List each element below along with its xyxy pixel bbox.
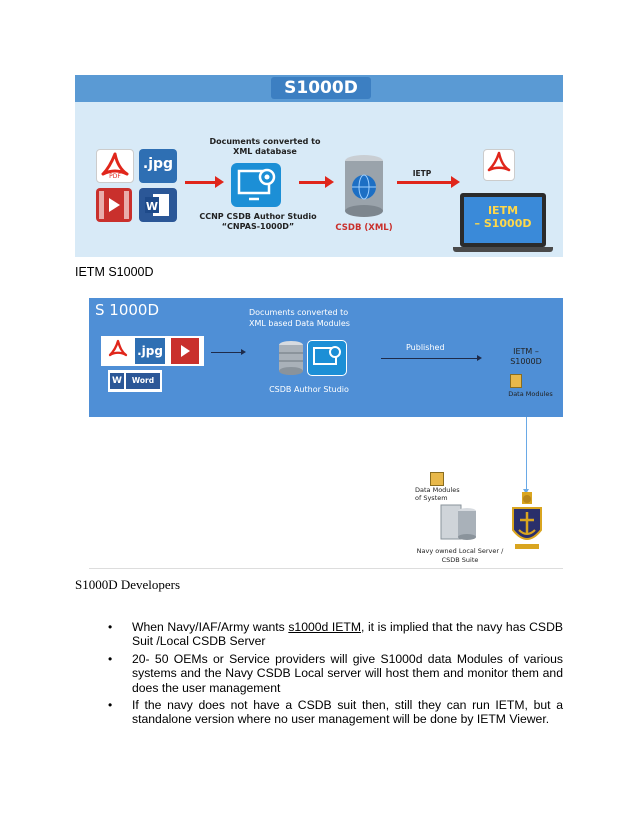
data-modules-label: Data Modules xyxy=(508,390,553,398)
docs-converted-label xyxy=(200,137,330,157)
bullet1-text-start: When Navy/IAF/Army wants xyxy=(132,620,289,634)
diagram-title: S 1000D xyxy=(95,301,160,319)
ietm-line1: IETM xyxy=(487,204,519,217)
ietp-label: IETP xyxy=(412,169,432,178)
bullet-item: • 20- 50 OEMs or Service providers will give S1000d data Modules of various systems and the Navy CSDB Local server will host them and monitor them and does the user management xyxy=(108,652,563,695)
pdf-glyph xyxy=(484,150,514,180)
folder-icon xyxy=(510,374,522,388)
ietm-line1: IETM – xyxy=(513,347,539,356)
word-icon xyxy=(108,370,162,392)
server-line1: Navy owned Local Server / xyxy=(416,547,504,555)
arrow-line xyxy=(299,181,327,184)
studio-line2: “CNPAS-1000D” xyxy=(221,222,295,231)
arrow-line xyxy=(185,181,217,184)
video-icon xyxy=(96,188,132,222)
docs-line1: Documents converted to xyxy=(249,308,349,317)
bullet-item xyxy=(108,620,563,649)
ietm-line2: S1000D xyxy=(510,357,542,366)
gear-icon xyxy=(308,341,346,375)
vertical-arrow-line xyxy=(526,417,527,491)
arrow-line xyxy=(381,358,479,359)
word-w-glyph: W xyxy=(110,373,124,389)
docs-converted-line1: Documents converted to xyxy=(209,137,321,146)
studio-line1: CCNP CSDB Author Studio xyxy=(199,212,317,221)
laptop-screen xyxy=(464,197,542,243)
docs-converted-line2: XML database xyxy=(233,147,297,156)
arrow-line xyxy=(211,352,243,353)
section-heading: S1000D Developers xyxy=(75,577,181,592)
ietm-label xyxy=(464,204,542,230)
s1000d-data-modules-diagram xyxy=(89,298,563,569)
server-icon xyxy=(439,503,477,543)
jpg-icon xyxy=(139,149,177,183)
pdf-icon xyxy=(96,149,134,183)
database-glyph xyxy=(278,340,304,376)
folder-icon xyxy=(430,472,444,486)
server-label xyxy=(405,547,515,564)
output-pdf-icon xyxy=(483,149,515,181)
bullet-item: • If the navy does not have a CSDB suit then, still they can run IETM, but a standalone version where no user management will be done by IETM Viewer. xyxy=(108,698,563,727)
word-label: Word xyxy=(126,373,160,389)
s1000d-process-diagram xyxy=(75,75,563,257)
jpg-icon: .jpg xyxy=(135,338,165,364)
studio-label xyxy=(193,212,323,232)
server-glyph xyxy=(439,503,477,543)
pdf-glyph xyxy=(106,338,130,364)
ietm-label xyxy=(501,347,551,367)
navy-crest-graphic xyxy=(507,490,547,554)
dm-system-label xyxy=(415,486,475,502)
ietm-link[interactable]: s1000d IETM xyxy=(288,620,361,634)
laptop-icon xyxy=(460,193,546,247)
gear-icon xyxy=(231,163,281,207)
bullet1-text-end: , it is implied that the navy has CSDB Suit /Local CSDB Server xyxy=(132,620,563,649)
video-icon xyxy=(171,338,199,364)
database-icon xyxy=(278,340,304,376)
studio-label: CSDB Author Studio xyxy=(269,385,349,394)
navy-emblem xyxy=(507,490,547,554)
database-icon xyxy=(343,153,385,221)
ietm-line2: – S1000D xyxy=(474,217,532,230)
server-line2: CSDB Suite xyxy=(441,555,479,564)
laptop-base xyxy=(453,247,553,252)
word-icon xyxy=(139,188,177,222)
word-glyph xyxy=(139,188,177,222)
diagram-banner xyxy=(75,75,563,102)
diagram-title: S1000D xyxy=(271,77,371,99)
author-studio-icon xyxy=(231,163,281,207)
figure-caption: IETM S1000D xyxy=(75,265,154,279)
published-label: Published xyxy=(406,343,445,352)
pdf-label: PDF xyxy=(109,173,121,180)
arrow-head xyxy=(241,349,246,355)
bullet-list xyxy=(108,620,563,730)
film-glyph xyxy=(171,338,199,364)
dm-system-line1: Data Modules xyxy=(415,486,460,494)
arrow-head xyxy=(325,176,334,188)
docs-line2: XML based Data Modules xyxy=(249,319,350,328)
gear-monitor-icon xyxy=(307,340,347,376)
svg-text:W: W xyxy=(145,200,159,213)
dm-system-line2: of System xyxy=(415,494,448,502)
jpg-label: .jpg xyxy=(142,156,174,172)
docs-converted-label xyxy=(249,307,379,329)
database-glyph xyxy=(343,153,385,221)
arrow-line xyxy=(397,181,453,184)
arrow-head xyxy=(477,355,482,361)
arrow-head xyxy=(215,176,224,188)
csdb-label: CSDB (XML) xyxy=(335,223,393,233)
pdf-icon xyxy=(106,338,130,364)
film-glyph xyxy=(96,188,132,222)
arrow-head xyxy=(451,176,460,188)
